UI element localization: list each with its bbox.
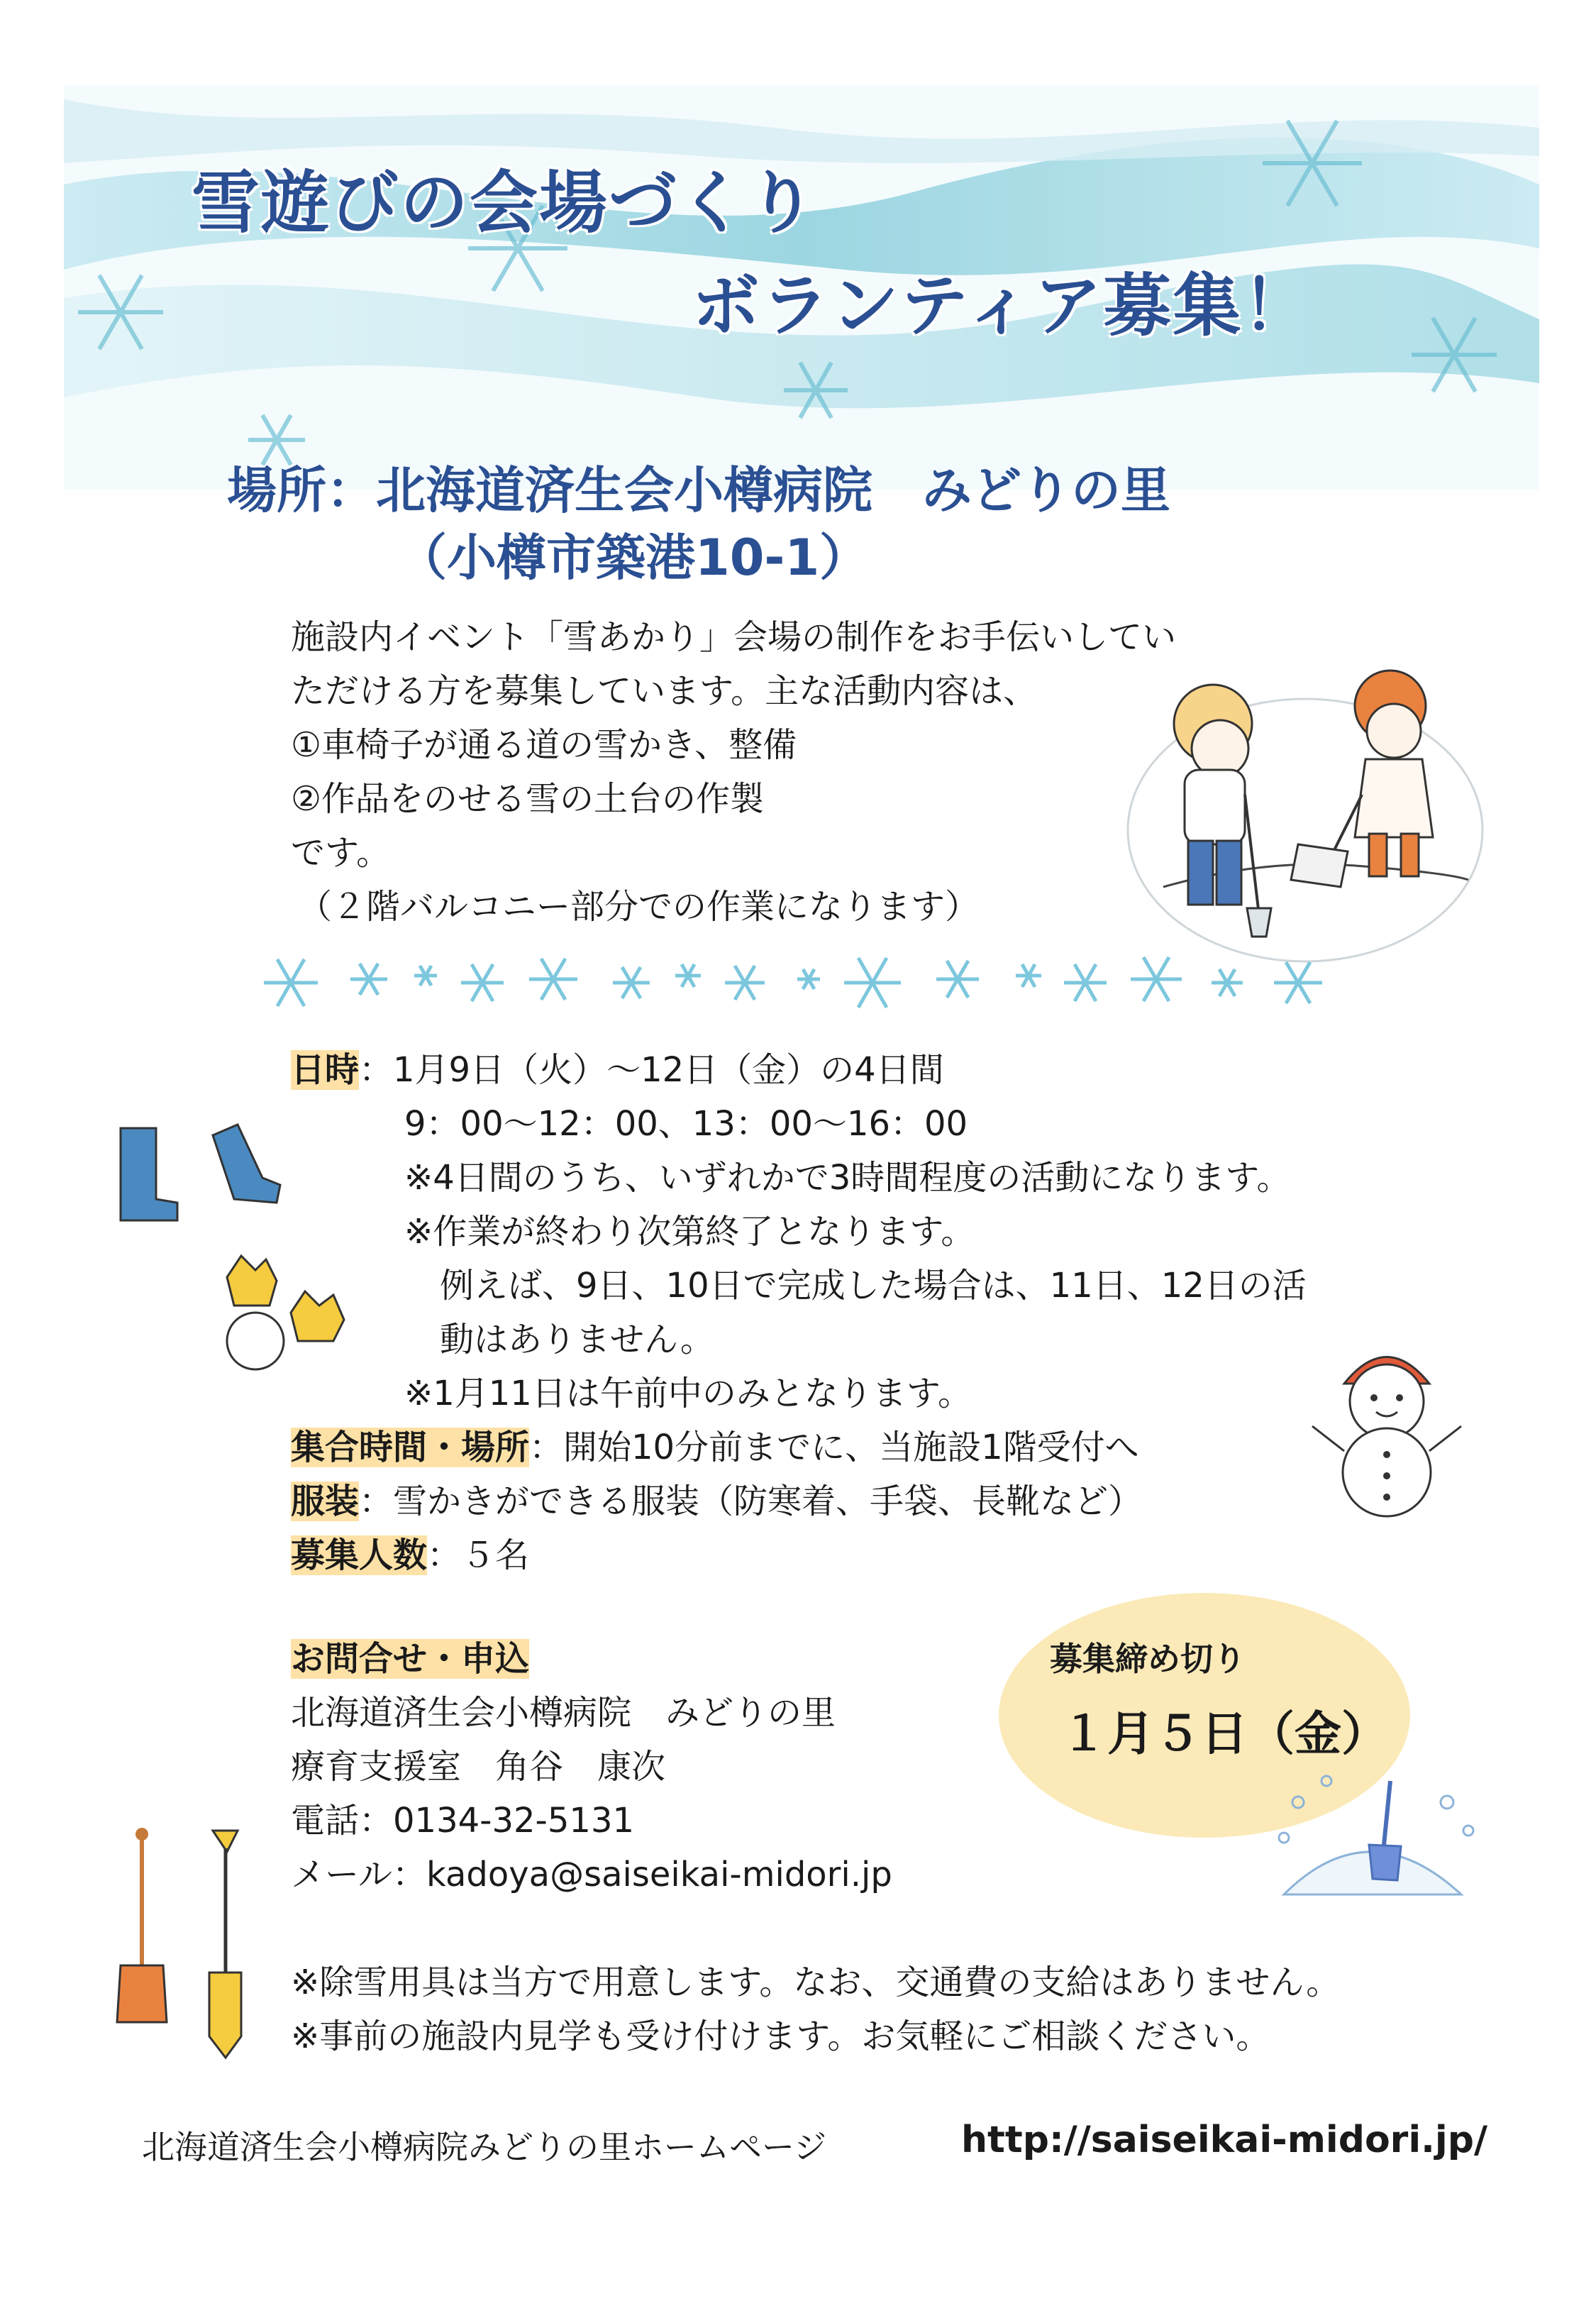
clothing-line bbox=[291, 1474, 1142, 1528]
intro-line-3: ①車椅子が通る道の雪かき、整備 bbox=[291, 725, 797, 765]
intro-line-4: ②作品をのせる雪の土台の作製 bbox=[291, 779, 765, 819]
intro-line-6: （２階バルコニー部分での作業になります） bbox=[298, 887, 980, 927]
snowman-illustration bbox=[1305, 1334, 1468, 1518]
deadline-label: 募集締め切り bbox=[1050, 1640, 1246, 1678]
contact-phone: 電話：0134-32-5131 bbox=[291, 1801, 635, 1841]
intro-line-2: ただける方を募集しています。主な活動内容は、 bbox=[291, 671, 1038, 711]
schedule-label: 日時 bbox=[291, 1050, 360, 1090]
snowflake-divider bbox=[248, 951, 1355, 1015]
note-2: ※事前の施設内見学も受け付けます。お気軽にご相談ください。 bbox=[291, 2017, 1270, 2056]
schedule-note-1: ※4日間のうち、いずれかで3時間程度の活動になります。 bbox=[404, 1158, 1291, 1198]
mittens-illustration bbox=[213, 1249, 355, 1377]
capacity-label: 募集人数 bbox=[291, 1535, 428, 1575]
note-1: ※除雪用具は当方で用意します。なお、交通費の支給はありません。 bbox=[291, 1963, 1341, 2002]
clothing-label: 服装 bbox=[291, 1482, 360, 1521]
intro-line-1: 施設内イベント「雪あかり」会場の制作をお手伝いしてい bbox=[291, 617, 1177, 657]
schedule-note-4: 動はありません。 bbox=[440, 1320, 714, 1359]
meeting-text: ：開始10分前までに、当施設1階受付へ bbox=[529, 1428, 1139, 1467]
schedule-note-3: 例えば、9日、10日で完成した場合は、11日、12日の活 bbox=[440, 1266, 1307, 1306]
footer-site-name: 北海道済生会小樽病院みどりの里ホームページ bbox=[142, 2128, 827, 2166]
contact-line-1: 北海道済生会小樽病院 みどりの里 bbox=[291, 1693, 836, 1733]
schedule-text: ：1月9日（火）～12日（金）の4日間 bbox=[359, 1050, 944, 1090]
intro-line-5: です。 bbox=[291, 833, 391, 873]
contact-label: お問合せ・申込 bbox=[291, 1639, 530, 1679]
capacity-text: ：５名 bbox=[427, 1535, 530, 1575]
children-shoveling-illustration bbox=[1121, 653, 1490, 979]
schedule-line bbox=[291, 1043, 944, 1097]
snow-shovel-illustration bbox=[1270, 1760, 1483, 1902]
schedule-note-2: ※作業が終わり次第終了となります。 bbox=[404, 1212, 975, 1252]
deadline-date: １月５日（金） bbox=[1060, 1706, 1388, 1761]
meeting-line bbox=[291, 1420, 1139, 1474]
schedule-note-5: ※1月11日は午前中のみとなります。 bbox=[404, 1374, 972, 1413]
title-line-2: ボランティア募集！ bbox=[692, 266, 1312, 346]
title-line-1: 雪遊びの会場づくり bbox=[192, 163, 817, 243]
clothing-text: ：雪かきができる服装（防寒着、手袋、長靴など） bbox=[359, 1482, 1143, 1521]
shovels-illustration bbox=[113, 1824, 262, 2065]
contact-line-2: 療育支援室 角谷 康次 bbox=[291, 1747, 666, 1787]
location-line-1: 場所：北海道済生会小樽病院 みどりの里 bbox=[227, 461, 1170, 519]
location-line-2: （小樽市築港10-1） bbox=[397, 529, 870, 587]
intro-text bbox=[291, 610, 1176, 934]
meeting-label: 集合時間・場所 bbox=[291, 1428, 530, 1467]
footer-url-link[interactable]: http://saiseikai-midori.jp/ bbox=[961, 2119, 1487, 2161]
contact-email: メール：kadoya@saiseikai-midori.jp bbox=[291, 1855, 892, 1894]
contact-label-line bbox=[291, 1632, 529, 1686]
boots-illustration bbox=[113, 1121, 291, 1228]
capacity-line bbox=[291, 1528, 529, 1582]
schedule-hours: 9：00～12：00、13：00～16：00 bbox=[404, 1104, 968, 1144]
